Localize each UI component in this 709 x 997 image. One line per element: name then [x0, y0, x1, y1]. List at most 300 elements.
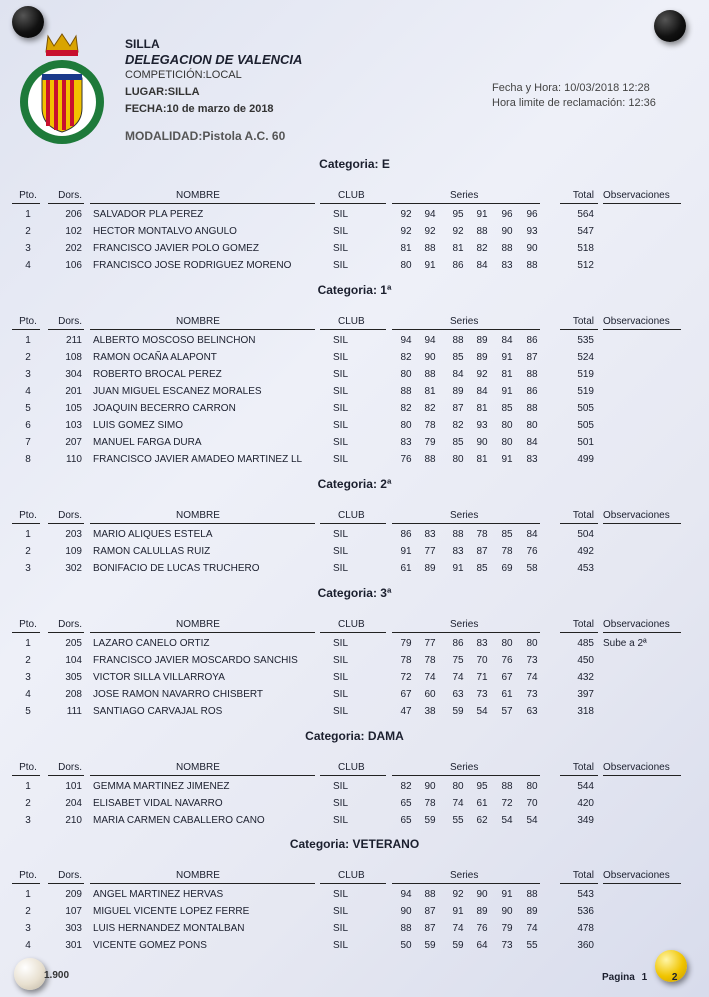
row-series-score: 79 — [501, 923, 513, 934]
row-series-score: 82 — [476, 243, 488, 254]
row-shooter-name: FRANCISCO JAVIER MOSCARDO SANCHIS — [93, 655, 298, 666]
row-series-score: 80 — [501, 638, 513, 649]
row-series-score: 74 — [452, 672, 464, 683]
header-rule — [12, 883, 40, 884]
row-shooter-name: VICTOR SILLA VILLARROYA — [93, 672, 225, 683]
row-shooter-name: BONIFACIO DE LUCAS TRUCHERO — [93, 563, 260, 574]
row-total: 519 — [577, 386, 594, 397]
row-bib-number: 302 — [65, 563, 82, 574]
header-rule — [392, 883, 540, 884]
category-title: Categoria: 1ª — [317, 283, 392, 297]
row-club: SIL — [333, 352, 349, 363]
header-rule — [560, 329, 598, 330]
header-rule — [90, 883, 315, 884]
row-series-score: 88 — [424, 369, 436, 380]
row-series-score: 74 — [526, 923, 538, 934]
row-series-score: 91 — [452, 563, 464, 574]
row-bib-number: 301 — [65, 940, 82, 951]
row-series-score: 88 — [452, 529, 464, 540]
header-rule — [392, 203, 540, 204]
row-bib-number: 101 — [65, 781, 82, 792]
row-series-score: 83 — [452, 546, 464, 557]
table-row — [0, 452, 709, 469]
row-series-score: 50 — [400, 940, 412, 951]
row-shooter-name: JOSE RAMON NAVARRO CHISBERT — [93, 689, 264, 700]
row-series-score: 81 — [501, 369, 513, 380]
header-rule — [603, 883, 681, 884]
row-series-score: 95 — [476, 781, 488, 792]
table-row — [0, 887, 709, 904]
row-series-score: 95 — [452, 209, 464, 220]
row-position: 4 — [25, 386, 31, 397]
header-rule — [90, 775, 315, 776]
row-series-score: 94 — [400, 889, 412, 900]
header-dors: Dors. — [58, 619, 82, 630]
table-row — [0, 921, 709, 938]
table-row — [0, 653, 709, 670]
row-series-score: 80 — [526, 638, 538, 649]
competition-label: COMPETICIÓN:LOCAL — [125, 69, 242, 81]
category-title: Categoria: DAMA — [305, 729, 404, 743]
row-club: SIL — [333, 689, 349, 700]
row-series-score: 81 — [452, 243, 464, 254]
row-series-score: 80 — [526, 420, 538, 431]
header-pto: Pto. — [19, 510, 37, 521]
row-bib-number: 305 — [65, 672, 82, 683]
row-position: 2 — [25, 906, 31, 917]
header-observaciones: Observaciones — [603, 870, 670, 881]
row-series-score: 89 — [424, 563, 436, 574]
header-dors: Dors. — [58, 870, 82, 881]
row-bib-number: 202 — [65, 243, 82, 254]
row-total: 512 — [577, 260, 594, 271]
page-indicator — [602, 972, 677, 983]
row-series-score: 94 — [424, 209, 436, 220]
row-shooter-name: ALBERTO MOSCOSO BELINCHON — [93, 335, 256, 346]
row-series-score: 89 — [476, 906, 488, 917]
header-rule — [603, 523, 681, 524]
row-position: 4 — [25, 940, 31, 951]
row-total: 543 — [577, 889, 594, 900]
row-club: SIL — [333, 335, 349, 346]
row-series-score: 80 — [452, 781, 464, 792]
row-club: SIL — [333, 638, 349, 649]
row-series-score: 73 — [526, 689, 538, 700]
row-series-score: 85 — [452, 437, 464, 448]
row-series-score: 90 — [476, 437, 488, 448]
table-row — [0, 401, 709, 418]
row-position: 3 — [25, 243, 31, 254]
row-series-score: 91 — [400, 546, 412, 557]
header-rule — [560, 203, 598, 204]
row-series-score: 61 — [476, 798, 488, 809]
row-total: 397 — [577, 689, 594, 700]
row-series-score: 80 — [501, 437, 513, 448]
row-series-score: 88 — [501, 243, 513, 254]
row-bib-number: 205 — [65, 638, 82, 649]
row-club: SIL — [333, 655, 349, 666]
club-name: SILLA — [125, 37, 160, 51]
table-header — [0, 187, 709, 207]
header-nombre: NOMBRE — [176, 762, 220, 773]
row-total: 478 — [577, 923, 594, 934]
row-position: 1 — [25, 209, 31, 220]
row-series-score: 87 — [452, 403, 464, 414]
row-series-score: 63 — [526, 706, 538, 717]
row-series-score: 80 — [400, 260, 412, 271]
row-club: SIL — [333, 243, 349, 254]
row-total: 499 — [577, 454, 594, 465]
row-position: 1 — [25, 335, 31, 346]
row-bib-number: 106 — [65, 260, 82, 271]
header-club: CLUB — [338, 510, 365, 521]
row-series-score: 64 — [476, 940, 488, 951]
header-pto: Pto. — [19, 619, 37, 630]
row-series-score: 90 — [424, 352, 436, 363]
header-rule — [48, 775, 84, 776]
row-series-score: 70 — [476, 655, 488, 666]
row-position: 3 — [25, 563, 31, 574]
row-observations: Sube a 2ª — [603, 638, 647, 649]
row-series-score: 47 — [400, 706, 412, 717]
row-series-score: 93 — [476, 420, 488, 431]
row-series-score: 83 — [400, 437, 412, 448]
row-shooter-name: RAMON CALULLAS RUIZ — [93, 546, 211, 557]
row-shooter-name: ELISABET VIDAL NAVARRO — [93, 798, 223, 809]
header-rule — [603, 203, 681, 204]
row-total: 564 — [577, 209, 594, 220]
row-series-score: 92 — [452, 226, 464, 237]
row-bib-number: 209 — [65, 889, 82, 900]
row-series-score: 77 — [424, 638, 436, 649]
header-nombre: NOMBRE — [176, 316, 220, 327]
header-rule — [560, 883, 598, 884]
header-rule — [48, 632, 84, 633]
table-header — [0, 616, 709, 636]
header-rule — [560, 775, 598, 776]
row-bib-number: 111 — [66, 706, 82, 717]
row-shooter-name: MANUEL FARGA DURA — [93, 437, 202, 448]
row-shooter-name: SALVADOR PLA PEREZ — [93, 209, 204, 220]
row-series-score: 74 — [452, 923, 464, 934]
row-series-score: 91 — [501, 352, 513, 363]
row-series-score: 55 — [452, 815, 464, 826]
row-series-score: 90 — [526, 243, 538, 254]
header-pto: Pto. — [19, 190, 37, 201]
row-series-score: 88 — [424, 454, 436, 465]
header-rule — [392, 523, 540, 524]
row-series-score: 59 — [424, 940, 436, 951]
pushpin-top-right — [654, 10, 686, 42]
row-club: SIL — [333, 529, 349, 540]
header-series: Series — [450, 762, 479, 773]
category-title: Categoria: 2ª — [317, 477, 392, 491]
header-club: CLUB — [338, 316, 365, 327]
federation-crest-logo — [16, 30, 108, 150]
row-shooter-name: LAZARO CANELO ORTIZ — [93, 638, 210, 649]
row-series-score: 54 — [526, 815, 538, 826]
row-position: 4 — [25, 260, 31, 271]
row-series-score: 86 — [452, 260, 464, 271]
row-series-score: 84 — [526, 437, 538, 448]
row-series-score: 84 — [501, 335, 513, 346]
row-series-score: 78 — [501, 546, 513, 557]
header-dors: Dors. — [58, 510, 82, 521]
row-total: 504 — [577, 529, 594, 540]
row-series-score: 84 — [476, 386, 488, 397]
row-shooter-name: FRANCISCO JAVIER AMADEO MARTINEZ LL — [93, 454, 303, 465]
row-series-score: 76 — [400, 454, 412, 465]
row-club: SIL — [333, 781, 349, 792]
modality-label: MODALIDAD:Pistola A.C. 60 — [125, 129, 286, 143]
row-total: 505 — [577, 420, 594, 431]
header-observaciones: Observaciones — [603, 510, 670, 521]
header-dors: Dors. — [58, 316, 82, 327]
table-row — [0, 636, 709, 653]
row-total: 501 — [577, 437, 594, 448]
header-observaciones: Observaciones — [603, 316, 670, 327]
row-shooter-name: MIGUEL VICENTE LOPEZ FERRE — [93, 906, 250, 917]
header-pto: Pto. — [19, 870, 37, 881]
row-bib-number: 201 — [65, 386, 82, 397]
row-series-score: 91 — [476, 209, 488, 220]
delegation-name: DELEGACION DE VALENCIA — [125, 52, 303, 67]
row-total: 360 — [577, 940, 594, 951]
row-total: 524 — [577, 352, 594, 363]
row-series-score: 80 — [526, 781, 538, 792]
row-bib-number: 103 — [65, 420, 82, 431]
row-total: 492 — [577, 546, 594, 557]
row-series-score: 94 — [424, 335, 436, 346]
row-series-score: 78 — [424, 798, 436, 809]
page-label: Pagina — [602, 972, 635, 983]
row-club: SIL — [333, 906, 349, 917]
row-series-score: 63 — [452, 689, 464, 700]
row-bib-number: 108 — [65, 352, 82, 363]
row-position: 2 — [25, 655, 31, 666]
row-total: 318 — [577, 706, 594, 717]
row-series-score: 89 — [526, 906, 538, 917]
header-pto: Pto. — [19, 762, 37, 773]
row-series-score: 87 — [476, 546, 488, 557]
row-series-score: 93 — [526, 226, 538, 237]
header-nombre: NOMBRE — [176, 190, 220, 201]
header-rule — [12, 632, 40, 633]
row-series-score: 90 — [476, 889, 488, 900]
row-total: 544 — [577, 781, 594, 792]
header-rule — [48, 329, 84, 330]
row-series-score: 91 — [452, 906, 464, 917]
row-series-score: 88 — [526, 369, 538, 380]
row-shooter-name: FRANCISCO JAVIER POLO GOMEZ — [93, 243, 259, 254]
header-total: Total — [572, 190, 594, 201]
row-total: 536 — [577, 906, 594, 917]
row-shooter-name: FRANCISCO JOSE RODRIGUEZ MORENO — [93, 260, 292, 271]
row-series-score: 81 — [400, 243, 412, 254]
row-position: 2 — [25, 352, 31, 363]
table-row — [0, 418, 709, 435]
row-series-score: 54 — [501, 815, 513, 826]
row-series-score: 88 — [476, 226, 488, 237]
row-total: 349 — [577, 815, 594, 826]
row-series-score: 85 — [452, 352, 464, 363]
row-position: 1 — [25, 638, 31, 649]
row-series-score: 91 — [501, 454, 513, 465]
row-bib-number: 102 — [65, 226, 82, 237]
table-row — [0, 796, 709, 813]
header-observaciones: Observaciones — [603, 619, 670, 630]
table-header — [0, 507, 709, 527]
header-rule — [48, 523, 84, 524]
row-series-score: 88 — [400, 386, 412, 397]
header-total: Total — [572, 619, 594, 630]
row-series-score: 90 — [501, 906, 513, 917]
date-label: FECHA:10 de marzo de 2018 — [125, 103, 274, 115]
category-title: Categoria: E — [319, 157, 390, 171]
row-club: SIL — [333, 940, 349, 951]
row-series-score: 91 — [501, 386, 513, 397]
table-row — [0, 333, 709, 350]
header-club: CLUB — [338, 619, 365, 630]
row-series-score: 54 — [476, 706, 488, 717]
table-row — [0, 938, 709, 955]
header-nombre: NOMBRE — [176, 510, 220, 521]
table-row — [0, 384, 709, 401]
row-position: 1 — [25, 889, 31, 900]
row-series-score: 86 — [526, 335, 538, 346]
table-row — [0, 779, 709, 796]
row-position: 3 — [25, 923, 31, 934]
row-series-score: 82 — [424, 403, 436, 414]
row-series-score: 92 — [424, 226, 436, 237]
row-club: SIL — [333, 420, 349, 431]
row-bib-number: 104 — [65, 655, 82, 666]
row-position: 2 — [25, 798, 31, 809]
header-rule — [560, 523, 598, 524]
row-series-score: 87 — [424, 906, 436, 917]
header-rule — [320, 775, 386, 776]
table-row — [0, 367, 709, 384]
header-rule — [12, 203, 40, 204]
row-position: 3 — [25, 815, 31, 826]
row-series-score: 82 — [400, 403, 412, 414]
row-series-score: 75 — [452, 655, 464, 666]
table-row — [0, 258, 709, 275]
row-series-score: 91 — [424, 260, 436, 271]
row-club: SIL — [333, 815, 349, 826]
header-rule — [320, 203, 386, 204]
header-club: CLUB — [338, 190, 365, 201]
row-total: 505 — [577, 403, 594, 414]
row-series-score: 67 — [400, 689, 412, 700]
row-series-score: 79 — [424, 437, 436, 448]
row-series-score: 88 — [452, 335, 464, 346]
header-rule — [320, 523, 386, 524]
table-row — [0, 224, 709, 241]
table-row — [0, 561, 709, 578]
row-club: SIL — [333, 563, 349, 574]
row-series-score: 88 — [424, 243, 436, 254]
row-series-score: 74 — [526, 672, 538, 683]
row-club: SIL — [333, 403, 349, 414]
header-series: Series — [450, 190, 479, 201]
row-series-score: 65 — [400, 798, 412, 809]
header-rule — [12, 775, 40, 776]
row-series-score: 82 — [452, 420, 464, 431]
row-series-score: 91 — [501, 889, 513, 900]
header-rule — [90, 329, 315, 330]
row-series-score: 85 — [501, 403, 513, 414]
header-rule — [320, 883, 386, 884]
header-rule — [392, 775, 540, 776]
row-bib-number: 303 — [65, 923, 82, 934]
row-shooter-name: LUIS GOMEZ SIMO — [93, 420, 184, 431]
row-series-score: 84 — [476, 260, 488, 271]
footer-left-number: 1.900 — [44, 970, 70, 981]
row-series-score: 88 — [424, 889, 436, 900]
claim-deadline-label: Hora limite de reclamación: 12:36 — [492, 97, 656, 109]
row-series-score: 60 — [424, 689, 436, 700]
row-bib-number: 105 — [65, 403, 82, 414]
row-position: 1 — [25, 529, 31, 540]
table-row — [0, 527, 709, 544]
row-series-score: 72 — [501, 798, 513, 809]
row-club: SIL — [333, 386, 349, 397]
header-rule — [392, 329, 540, 330]
header-rule — [90, 523, 315, 524]
row-series-score: 77 — [424, 546, 436, 557]
header-rule — [48, 883, 84, 884]
row-series-score: 88 — [526, 403, 538, 414]
row-total: 420 — [577, 798, 594, 809]
row-series-score: 89 — [452, 386, 464, 397]
row-series-score: 96 — [501, 209, 513, 220]
table-row — [0, 435, 709, 452]
row-series-score: 83 — [501, 260, 513, 271]
row-club: SIL — [333, 923, 349, 934]
row-series-score: 82 — [400, 781, 412, 792]
row-series-score: 89 — [476, 352, 488, 363]
header-total: Total — [572, 870, 594, 881]
row-series-score: 84 — [526, 529, 538, 540]
table-header — [0, 867, 709, 887]
table-row — [0, 544, 709, 561]
row-series-score: 92 — [400, 209, 412, 220]
row-bib-number: 203 — [65, 529, 82, 540]
row-series-score: 76 — [501, 655, 513, 666]
row-series-score: 87 — [424, 923, 436, 934]
pushpin-bottom-left — [14, 958, 46, 990]
row-total: 547 — [577, 226, 594, 237]
row-series-score: 72 — [400, 672, 412, 683]
row-club: SIL — [333, 454, 349, 465]
row-position: 6 — [25, 420, 31, 431]
row-bib-number: 110 — [66, 454, 82, 465]
table-row — [0, 687, 709, 704]
row-series-score: 85 — [476, 563, 488, 574]
row-series-score: 92 — [400, 226, 412, 237]
table-row — [0, 670, 709, 687]
row-series-score: 88 — [526, 889, 538, 900]
row-series-score: 76 — [526, 546, 538, 557]
row-series-score: 73 — [526, 655, 538, 666]
row-position: 4 — [25, 689, 31, 700]
header-rule — [603, 775, 681, 776]
header-rule — [320, 329, 386, 330]
header-dors: Dors. — [58, 762, 82, 773]
page-total: 2 — [671, 972, 678, 983]
row-shooter-name: ROBERTO BROCAL PEREZ — [93, 369, 222, 380]
